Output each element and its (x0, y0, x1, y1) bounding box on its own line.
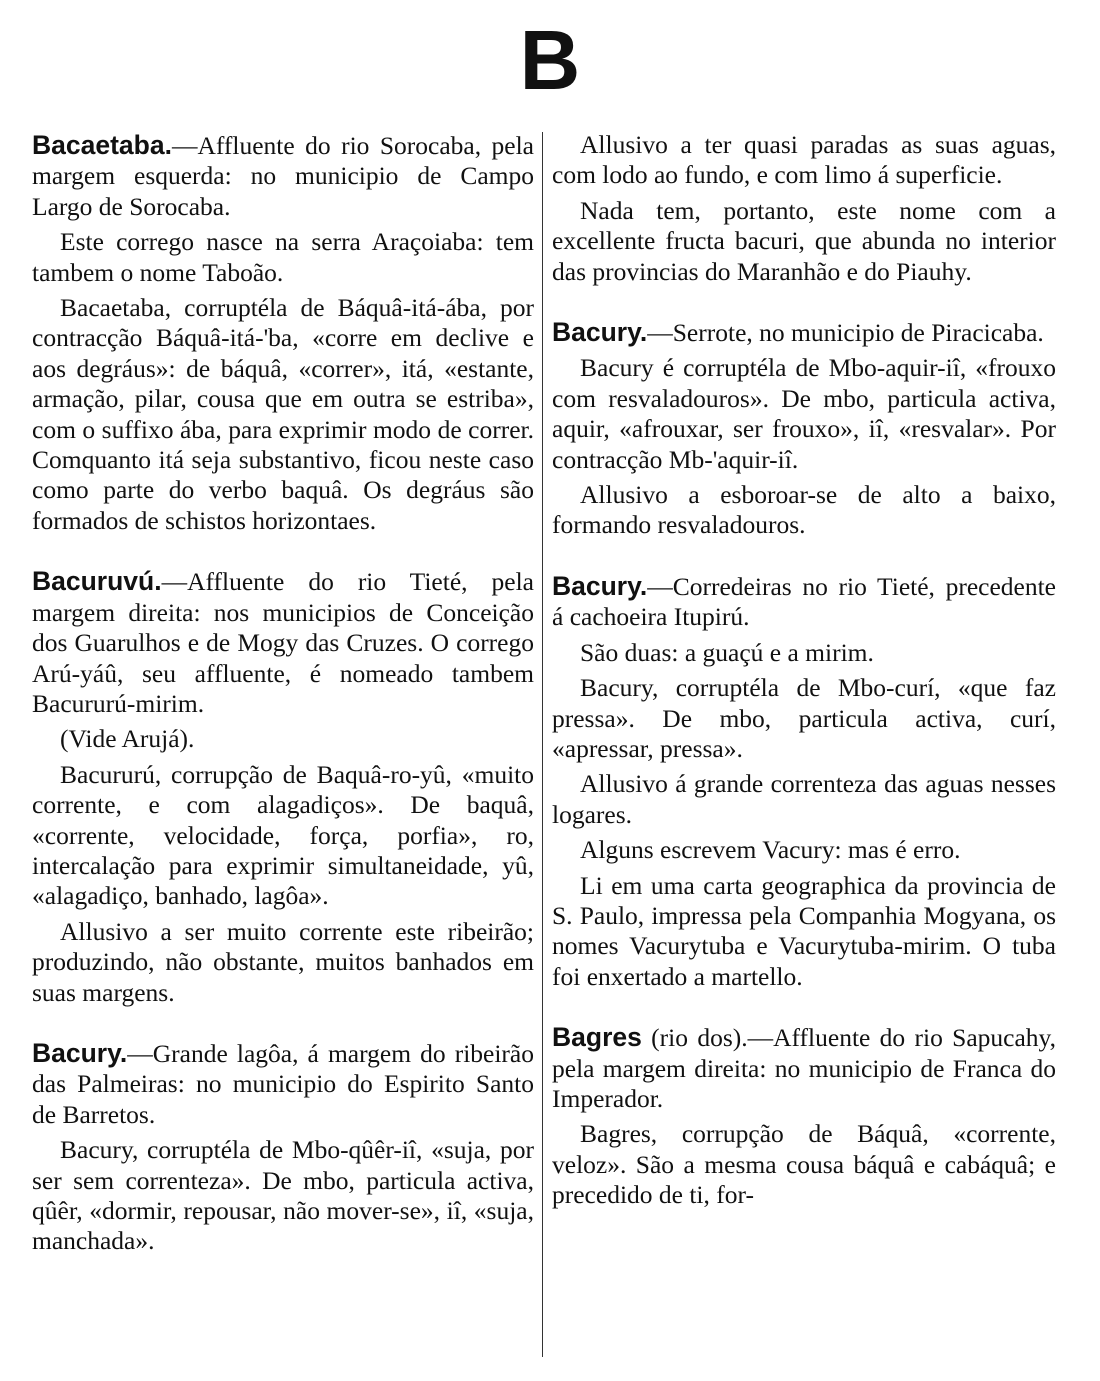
paragraph: Bacury é corruptéla de Mbo-aquir-iî, «frouxo com resvaladouros». De mbo, particula activa, aquir, «afrouxar, ser frouxo», iî, «resvalar». Por contracção Mb-'aquir-iî. (552, 353, 1056, 474)
paragraph: Allusivo á grande correnteza das aguas nesses logares. (552, 769, 1056, 829)
paragraph: Allusivo a esboroar-se de alto a baixo, formando resvaladouros. (552, 480, 1056, 540)
paragraph: Bacury, corruptéla de Mbo-curí, «que faz pressa». De mbo, particula activa, curí, «apressar, pressa». (552, 673, 1056, 763)
paragraph: Nada tem, portanto, este nome com a excellente fructa bacuri, que abunda no interior das provincias do Maranhão e do Piauhy. (552, 195, 1056, 286)
entry-bacaetaba (32, 130, 534, 536)
headword: Bacaetaba. (32, 130, 172, 160)
definition: —Affluente do rio Sorocaba, pela margem esquerda: no municipio de Campo Largo de Sorocaba. (32, 131, 534, 221)
headword: Bagres (552, 1022, 642, 1053)
paragraph: Allusivo a ter quasi paradas as suas aguas, com lodo ao fundo, e com limo á superficie. (552, 130, 1056, 190)
left-column (32, 130, 534, 1287)
entry-bacury-serrote (552, 317, 1056, 541)
paragraph: São duas: a guaçú e a mirim. (580, 637, 874, 667)
right-column (552, 130, 1056, 1241)
paragraph: Li em uma carta geographica da provincia de S. Paulo, impressa pela Companhia Mogyana, os nomes Vacurytuba e Vacurytuba-mirim. O tuba foi enxertado a martello. (552, 870, 1056, 991)
headword: Bacury. (552, 317, 648, 348)
section-letter: B (519, 13, 581, 107)
paragraph: Allusivo a ser muito corrente este ribeirão; produzindo, não obstante, muitos banhados em suas margens. (32, 916, 534, 1007)
headword: Bacuruvú. (32, 566, 162, 597)
paragraph: Bacururú, corrupção de Baquâ-ro-yû, «muito corrente, e com alagadiços». De baquâ, «corrente, velocidade, força, porfia», ro, intercalação para exprimir simultaneidade, yû, «alagadiço, banhado, lagôa». (32, 759, 534, 911)
headword-suffix: (rio dos). (641, 1023, 748, 1053)
entry-head (32, 566, 534, 719)
paragraph: (Vide Arujá). (60, 724, 195, 754)
entry-head (32, 130, 534, 222)
entry-head (552, 1022, 1056, 1114)
entry-bacury-lagoa (32, 1038, 534, 1257)
paragraph: Bacaetaba, corruptéla de Báquâ-itá-ába, por contracção Báquâ-itá-'ba, «corre em declive e aos degráus»: de báquâ, «correr», itá, «estante, armação, pilar, cousa que em outra se estriba», com o suffixo ába, para exprimir modo de correr. Comquanto itá seja substantivo, ficou neste caso como parte do verbo baquâ. Os degráus são formados de schistos horizontaes. (32, 293, 534, 535)
headword: Bacury. (552, 570, 648, 601)
entry-bacury-continued (552, 130, 1056, 287)
entry-head (552, 571, 1056, 633)
definition: —Corredeiras no rio Tieté, precedente á cachoeira Itupirú. (552, 571, 1056, 632)
entry-bacuruvu (32, 566, 534, 1008)
definition: —Serrote, no municipio de Piracicaba. (647, 318, 1044, 348)
entry-bacury-corredeiras (552, 571, 1056, 992)
paragraph: Bagres, corrupção de Báquâ, «corrente, veloz». São a mesma cousa báquâ e cabáquâ; e precedido de ti, for- (552, 1119, 1056, 1210)
entry-bagres (552, 1022, 1056, 1210)
entry-head (552, 317, 1056, 348)
entry-head (32, 1038, 534, 1130)
definition: —Affluente do rio Sapucahy, pela margem direita: no municipio de Franca do Imperador. (552, 1023, 1056, 1113)
paragraph: Bacury, corruptéla de Mbo-qûêr-iî, «suja, por ser sem correnteza». De mbo, particula activa, qûêr, «dormir, repousar, não mover-se», iî, «suja, manchada». (32, 1135, 534, 1256)
headword: Bacury. (32, 1037, 128, 1068)
definition: —Affluente do rio Tieté, pela margem direita: nos municipios de Conceição dos Guarulhos e de Mogy das Cruzes. O corrego Arú-yáû, seu affluente, é nomeado tambem Bacururú-mirim. (32, 567, 534, 718)
paragraph: Este corrego nasce na serra Araçoiaba: tem tambem o nome Taboão. (32, 227, 534, 287)
definition: —Grande lagôa, á margem do ribeirão das Palmeiras: no municipio do Espirito Santo de Barretos. (32, 1038, 534, 1129)
paragraph: Alguns escrevem Vacury: mas é erro. (580, 835, 961, 865)
column-divider (542, 132, 543, 1357)
